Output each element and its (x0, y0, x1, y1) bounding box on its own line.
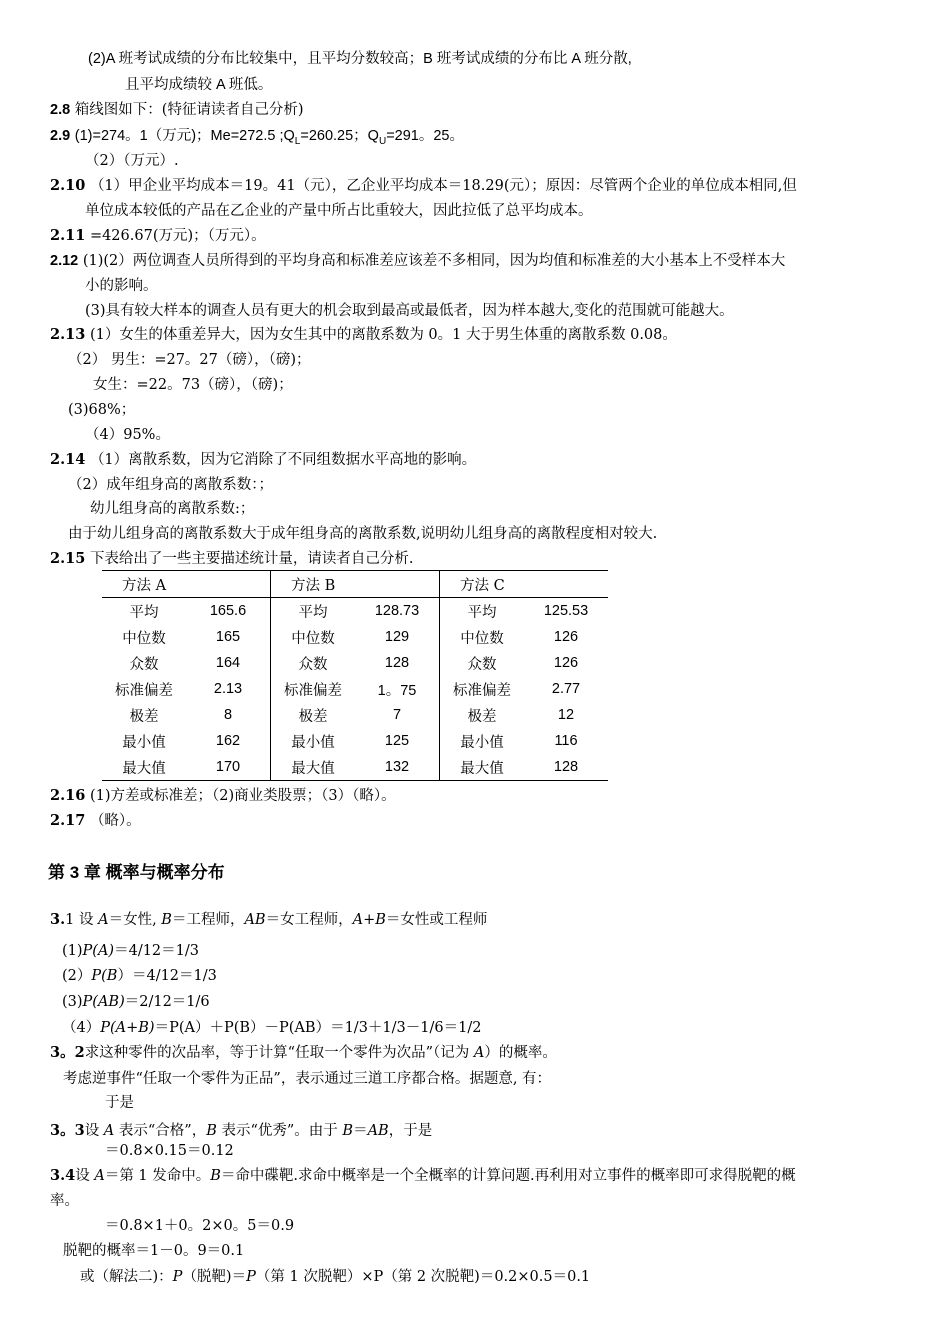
section-number: 2.11 (50, 227, 86, 244)
stat-label: 标准偏差 (271, 676, 356, 702)
answer-3-4-line-2: 率。 (50, 1193, 79, 1209)
stat-label: 众数 (129, 656, 159, 673)
answer-2-17 (50, 811, 141, 831)
stat-value: 125 (384, 733, 410, 749)
column-header-method-a: 方法 A (102, 571, 271, 598)
answer-2-15 (50, 549, 414, 569)
stat-value: 128 (553, 759, 579, 775)
answer-2-8 (50, 100, 304, 120)
section-number: 3。3 (50, 1122, 85, 1139)
section-number: 2.8 (50, 102, 71, 118)
answer-3-4-line-5: 或（解法二)：P（脱靶)＝P（第 1 次脱靶）×P（第 2 次脱靶)＝0.2×0.5＝0.1 (80, 1269, 591, 1285)
table-row (102, 598, 608, 625)
stat-value: 129 (384, 629, 410, 645)
answer-2-12 (50, 251, 785, 271)
stat-label: 标准偏差 (115, 682, 173, 699)
answer-3-3-line-2: ＝0.8×0.15＝0.12 (105, 1143, 234, 1159)
stat-label: 中位数 (440, 624, 525, 650)
answer-text: （1）甲企业平均成本＝19。41（元），乙企业平均成本＝18.29(元）；原因：尽管两个企业的单位成本相同,但 (89, 178, 797, 194)
stat-value: 162 (215, 733, 241, 749)
answer-2-7-line-2: 且平均成绩较 A 班低。 (125, 77, 273, 93)
answer-text: 箱线图如下：(特征请读者自己分析) (74, 102, 304, 118)
stat-value: 132 (384, 759, 410, 775)
stat-value: 165 (215, 629, 241, 645)
answer-2-14 (50, 450, 476, 470)
stat-label: 平均 (440, 598, 525, 625)
stat-label: 最大值 (271, 754, 356, 781)
answer-2-10-line-2: 单位成本较低的产品在乙企业的产量中所占比重较大，因此拉低了总平均成本。 (85, 203, 593, 219)
section-number: 2.15 (50, 550, 86, 567)
answer-3-1-part-3: (3)P(AB)＝2/12＝1/6 (62, 994, 210, 1010)
section-number: 2.17 (50, 812, 86, 829)
answer-3-4: 3.4设 A＝第 1 发命中。B＝命中碟靶.求命中概率是一个全概率的计算问题.再利用对立事件的概率即可求得脱靶的概 (50, 1167, 796, 1184)
table-row (102, 624, 608, 650)
answer-2-11 (50, 226, 266, 246)
answer-3-2: 3。2求这种零件的次品率，等于计算“任取一个零件为次品”（记为 A）的概率。 (50, 1044, 557, 1061)
stat-value: 2.77 (551, 681, 581, 697)
stat-value: 170 (215, 759, 241, 775)
answer-2-9 (50, 126, 464, 152)
stat-value: 125.53 (543, 603, 589, 619)
answer-2-14-line-2: （2）成年组身高的离散系数：； (68, 477, 273, 493)
answer-text: 下表给出了一些主要描述统计量，请读者自己分析. (89, 551, 414, 567)
table-row (102, 650, 608, 676)
table-header-row (102, 571, 608, 598)
stat-label: 最大值 (122, 760, 166, 777)
answer-text: (1)方差或标准差；（2)商业类股票；（3）（略）。 (89, 788, 396, 804)
answer-3-4-line-4: 脱靶的概率＝1－0。9＝0.1 (63, 1243, 245, 1259)
section-number: 2.12 (50, 253, 79, 269)
stat-value: 12 (557, 707, 575, 723)
stat-label: 中位数 (271, 624, 356, 650)
answer-3-1-part-2: (2）P(B）＝4/12＝1/3 (62, 968, 217, 984)
answer-2-7-line-1: (2)A 班考试成绩的分布比较集中，且平均分数较高；B 班考试成绩的分布比 A 班分散, (88, 51, 632, 67)
answer-2-13 (50, 325, 677, 345)
answer-2-14-line-4: 由于幼儿组身高的离散系数大于成年组身高的离散系数,说明幼儿组身高的离散程度相对较大. (68, 526, 658, 542)
section-number: 2.16 (50, 787, 86, 804)
stat-label: 极差 (440, 702, 525, 728)
descriptive-stats-table (102, 570, 608, 781)
section-number: 3. (50, 911, 66, 928)
answer-text: (1)(2）两位调查人员所得到的平均身高和标准差应该差不多相同，因为均值和标准差的大小基本上不受样本大 (82, 253, 786, 269)
answer-3-4-line-3: ＝0.8×1＋0。2×0。5＝0.9 (105, 1218, 295, 1234)
stat-label: 最小值 (122, 734, 166, 751)
section-number: 2.9 (50, 128, 71, 144)
answer-2-10 (50, 176, 797, 196)
section-number: 2.10 (50, 177, 86, 194)
answer-3-2-line-3: 于是 (105, 1095, 134, 1111)
stat-label: 众数 (271, 650, 356, 676)
table-row (102, 754, 608, 781)
stat-value: 116 (554, 733, 578, 749)
stat-value: 128.73 (374, 603, 420, 619)
stat-value: 164 (215, 655, 241, 671)
stat-label: 最小值 (271, 728, 356, 754)
answer-2-13-line-3: 女生：=22。73（磅），（磅)； (93, 377, 293, 393)
stat-label: 极差 (271, 702, 356, 728)
answer-3-3: 3。3设 A 表示“合格”，B 表示“优秀”。由于 B＝AB，于是 (50, 1122, 433, 1139)
stat-label: 平均 (271, 598, 356, 625)
answer-2-12-line-3: (3)具有较大样本的调查人员有更大的机会取到最高或最低者，因为样本越大,变化的范围就可能越大。 (85, 303, 734, 319)
answer-text: （1）离散系数，因为它消除了不同组数据水平高地的影响。 (89, 452, 477, 468)
section-number: 3.4 (50, 1167, 76, 1184)
stat-label: 标准偏差 (440, 676, 525, 702)
table-row (102, 702, 608, 728)
stat-value: 126 (553, 629, 579, 645)
stat-label: 众数 (440, 650, 525, 676)
answer-2-13-line-4: (3)68%； (68, 402, 136, 418)
stat-value: 128 (384, 655, 410, 671)
answer-2-16 (50, 786, 396, 806)
stat-value: 2.13 (213, 681, 243, 697)
answer-2-12-line-2: 小的影响。 (85, 278, 158, 294)
answer-text: （略）。 (89, 813, 141, 829)
stat-value: 7 (392, 707, 402, 723)
table-row (102, 676, 608, 702)
stat-value: 165.6 (209, 603, 247, 619)
answer-2-13-line-5: （4）95%。 (85, 427, 170, 443)
stat-value: 1。75 (377, 682, 417, 699)
stat-label: 最大值 (440, 754, 525, 781)
stat-label: 中位数 (122, 630, 166, 647)
chapter-heading: 第 3 章 概率与概率分布 (48, 863, 225, 882)
answer-2-13-line-2: （2） 男生：=27。27（磅），（磅)； (68, 352, 311, 368)
answer-text: (1）女生的体重差异大，因为女生其中的离散系数为 0。1 大于男生体重的离散系数 0.08。 (89, 327, 677, 343)
answer-3-1-part-1: (1)P(A)＝4/12＝1/3 (62, 943, 199, 959)
answer-2-9-part-2: （2）（万元）. (85, 153, 179, 169)
answer-text: =426.67(万元)；（万元）。 (89, 228, 266, 244)
answer-3-1: 3.1 设 A＝女性, B＝工程师，AB＝女工程师，A+B＝女性或工程师 (50, 911, 488, 928)
answer-text: (1)=274。1（万元)；Me=272.5 $;Q_L=260.25$；$Q_U=291$。25。 (74, 128, 464, 147)
answer-3-1-part-4: （4）P(A+B)＝P(A）＋P(B）－P(AB）＝1/3＋1/3－1/6＝1/2 (62, 1020, 482, 1036)
column-header-method-b: 方法 B (271, 571, 440, 598)
stat-label: 极差 (129, 708, 159, 725)
stat-value: 126 (553, 655, 579, 671)
section-number: 2.14 (50, 451, 86, 468)
answer-3-2-line-2: 考虑逆事件“任取一个零件为正品”，表示通过三道工序都合格。据题意, 有： (63, 1071, 552, 1087)
table-row (102, 728, 608, 754)
section-number: 3。2 (50, 1044, 85, 1061)
stat-label: 最小值 (440, 728, 525, 754)
section-number: 2.13 (50, 326, 86, 343)
stat-label: 平均 (129, 604, 159, 621)
answer-2-14-line-3: 幼儿组身高的离散系数:； (90, 501, 255, 517)
stat-value: 8 (223, 707, 233, 723)
column-header-method-c: 方法 C (440, 571, 609, 598)
